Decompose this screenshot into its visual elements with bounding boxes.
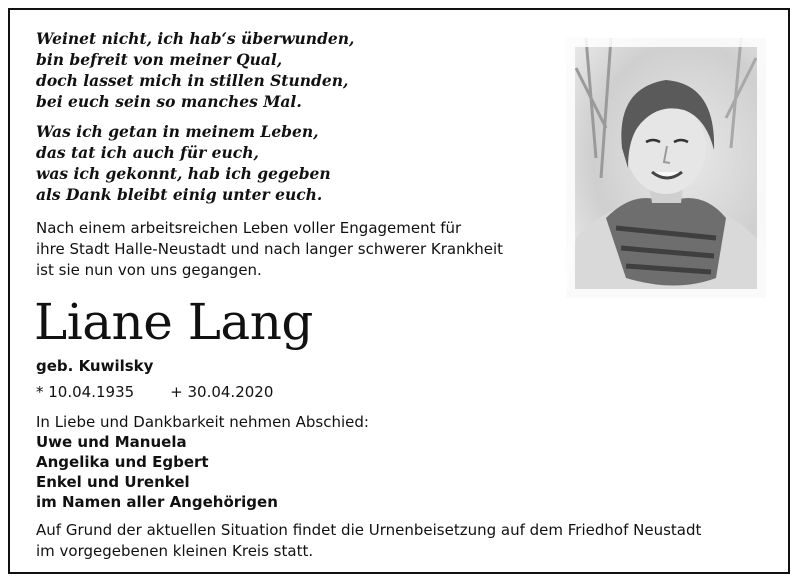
farewell-intro: In Liebe und Dankbarkeit nehmen Abschied: [36,413,369,431]
poem-line: bei euch sein so manches Mal. [36,92,302,111]
burial-note [36,520,701,562]
deceased-name: Liane Lang [34,293,313,351]
portrait-illustration [566,38,766,298]
poem-line: doch lasset mich in stillen Stunden, [36,71,349,90]
maiden-name: geb. Kuwilsky [36,357,154,375]
poem-stanza-1 [36,28,556,112]
intro-line: ihre Stadt Halle-Neustadt und nach langer schwerer Krankheit [36,240,504,258]
mourner: im Namen aller Angehörigen [36,493,278,511]
death-date: + 30.04.2020 [170,383,274,401]
life-dates [36,382,273,402]
mourner: Uwe und Manuela [36,433,187,451]
intro-text [36,218,576,281]
intro-line: ist sie nun von uns gegangen. [36,261,262,279]
mourner: Enkel und Urenkel [36,473,190,491]
poem-line: als Dank bleibt einig unter euch. [36,185,323,204]
birth-date: * 10.04.1935 [36,383,135,401]
poem-line: das tat ich auch für euch, [36,143,259,162]
obituary-frame [8,8,790,574]
poem-line: Weinet nicht, ich hab‘s überwunden, [36,29,355,48]
poem-line: was ich gekonnt, hab ich gegeben [36,164,331,183]
mourner: Angelika und Egbert [36,453,209,471]
intro-line: Nach einem arbeitsreichen Leben voller Engagement für [36,219,462,237]
note-line: im vorgegebenen kleinen Kreis statt. [36,542,314,560]
poem-stanza-2 [36,121,556,205]
farewell-block [36,412,369,512]
poem [36,28,556,214]
poem-line: bin befreit von meiner Qual, [36,50,283,69]
portrait-photo [566,38,766,298]
note-line: Auf Grund der aktuellen Situation findet die Urnenbeisetzung auf dem Friedhof Neustadt [36,521,702,539]
poem-line: Was ich getan in meinem Leben, [36,122,319,141]
